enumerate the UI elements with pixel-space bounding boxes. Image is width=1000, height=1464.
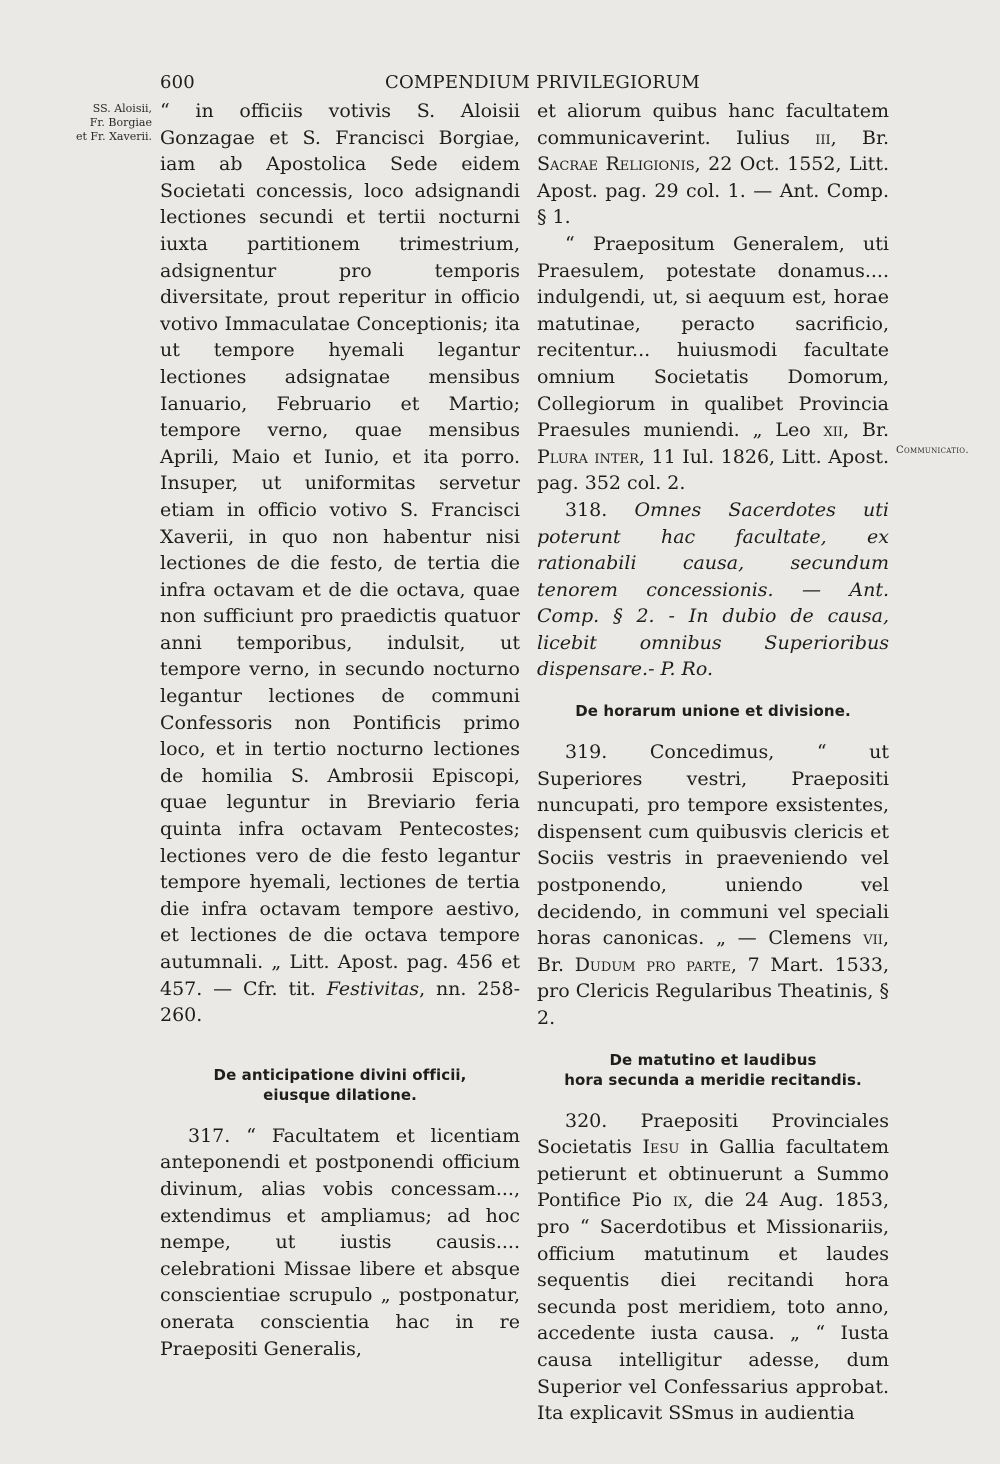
brief-title: Plura inter bbox=[537, 445, 639, 468]
right-column bbox=[537, 98, 889, 1427]
italic-reference: Festivitas bbox=[326, 977, 420, 1000]
brief-title: Dudum pro parte bbox=[574, 953, 731, 976]
running-title: COMPENDIUM PRIVILEGIORUM bbox=[385, 72, 701, 93]
left-margin-note bbox=[44, 102, 152, 144]
section-heading-anticipatione: De anticipatione divini officii, eiusque dilatione. bbox=[213, 1065, 467, 1104]
brief-title: Sacrae Religionis bbox=[537, 153, 695, 176]
page-header bbox=[160, 72, 888, 100]
section-heading-matutino: De matutino et laudibus hora secunda a meridie recitandis. bbox=[564, 1050, 862, 1089]
margin-note-line: Fr. Borgiae bbox=[89, 116, 152, 129]
paragraph-quote-praepositum: “ Praepositum Generalem, uti Praesulem, potestate donamus.... indulgendi, ut, si aequum est, horae matutinae, peracto sacrificio, recitentur... huiusmodi facultate omnium Societatis Domorum, Collegiorum in qualibet Provincia Praesules muniendi. „ Leo xii, Br. Plura inter, 11 Iul. 1826, Litt. Apost. pag. 352 col. 2. bbox=[537, 232, 890, 495]
paragraph-continuation: et aliorum quibus hanc facultatem communicaverint. Iulius iii, Br. Sacrae Religionis, 22 Oct. 1552, Litt. Apost. pag. 29 col. 1. — Ant. Comp. § 1. bbox=[537, 100, 889, 229]
paragraph-319: 319. Concedimus, “ ut Superiores vestri, Praepositi nuncupati, pro tempore exsistentes, dispensent cum quibusvis clericis et Sociis vestris in praeveniendo vel postponendo, uniendo vel decidendo, in communi vel speciali horas canonicas. „ — Clemens vii, Br. Dudum pro parte, 7 Mart. 1533, pro Clericis Regularibus Theatinis, § 2. bbox=[537, 741, 889, 1029]
margin-note-line: SS. Aloisii, bbox=[92, 102, 152, 115]
section-heading-horarum: De horarum unione et divisione. bbox=[575, 702, 851, 721]
right-margin-note: Communicatio. bbox=[896, 445, 969, 456]
paragraph-317: 317. “ Facultatem et licentiam anteponendi et postponendi officium divinum, alias vobis concessam..., extendimus et ampliamus; ad hoc nempe, ut iustis causis.... celebrationi Missae libere et absque conscientiae scrupulo „ postponatur, onerata conscientia hac in re Praepositi Generalis, bbox=[160, 1124, 520, 1360]
paragraph-320: 320. Praepositi Provinciales Societatis Iesu in Gallia facultatem petierunt et obtinuerunt a Summo Pontifice Pio ix, die 24 Aug. 1853, pro “ Sacerdotibus et Missionariis, officium matutinum et laudes sequentis diei recitandi hora secunda post meridiem, toto anno, accedente iusta causa. „ “ Iusta causa intelligitur adesse, dum Superior vel Confessarius approbat. Ita explicavit SSmus in audientia bbox=[537, 1109, 889, 1425]
margin-note-line: et Fr. Xaverii. bbox=[75, 130, 152, 143]
paragraph-continuation: “ in officiis votivis S. Aloisii Gonzagae et S. Francisci Borgiae, iam ab Apostolica Sede eidem Societati concessis, loco adsignandi lectiones secundi et tertii nocturni iuxta partitionem trimestrium, adsignentur pro temporis diversitate, prout reperitur in officio votivo Immaculatae Conceptionis; ita ut tempore hyemali legantur lectiones adsignatae mensibus Ianuario, Februario et Martio; tempore verno, quae mensibus Aprili, Maio et Iunio, et ita porro. Insuper, ut uniformitas servetur etiam in officio votivo S. Francisci Xaverii, in quo non habentur nisi lectiones de die festo, de tertia die infra octavam et de die octava, quae non sufficiunt pro praedictis quatuor anni temporibus, indulsit, ut tempore verno, in secundo nocturno legantur lectiones de communi Confessoris non Pontificis primo loco, et in tertio nocturno lectiones de homilia S. Ambrosii Episcopi, quae leguntur in Breviario feria quinta infra octavam Pentecostes; lectiones vero de die festo legantur tempore hyemali, lectiones de tertia die infra octavam tempore aestivo, et lectiones de die octava tempore autumnali. „ Litt. Apost. pag. 456 et 457. — Cfr. tit. Festivitas, nn. 258-260. bbox=[160, 100, 520, 1027]
paragraph-318: 318. Omnes Sacerdotes uti poterunt hac facultate, ex rationabili causa, secundum tenorem concessionis. — Ant. Comp. § 2. - In dubio de causa, licebit omnibus Superioribus dispensare.- P. Ro. bbox=[537, 498, 889, 681]
page-number: 600 bbox=[160, 72, 195, 93]
left-column bbox=[160, 98, 520, 1362]
